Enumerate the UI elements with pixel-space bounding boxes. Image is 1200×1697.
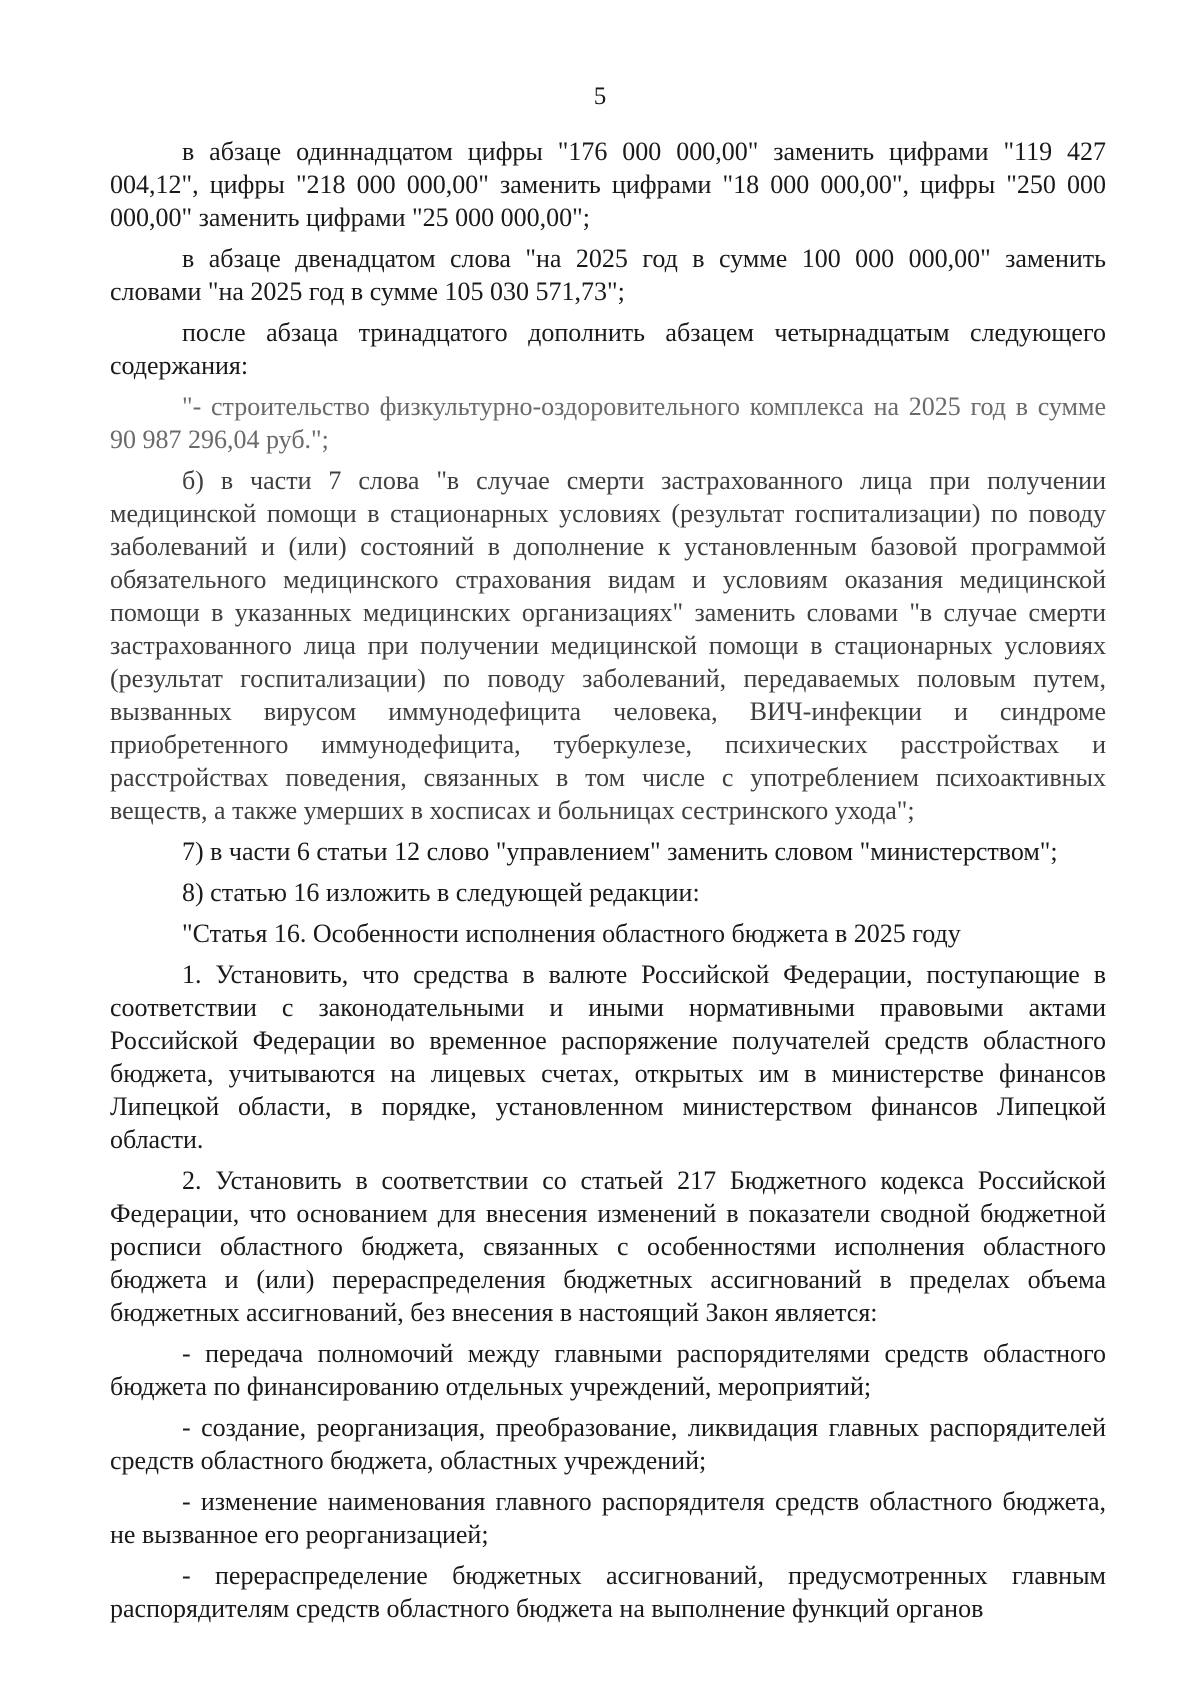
list-item-rename: - изменение наименования главного распорядителя средств областного бюджета, не вызванное его реорганизацией;	[110, 1487, 1106, 1549]
paragraph-abzac-14-intro: после абзаца тринадцатого дополнить абзацем четырнадцатым следующего содержания:	[110, 318, 1106, 380]
paragraph-abzac-11: в абзаце одиннадцатом цифры "176 000 000,00" заменить цифрами "119 427 004,12", цифры "218 000 000,00" заменить цифрами "18 000 000,00", цифры "250 000 000,00" заменить цифрами "25 000 000,00";	[110, 137, 1106, 232]
paragraph-article-16-title: "Статья 16. Особенности исполнения областного бюджета в 2025 году	[182, 919, 961, 948]
paragraph-article-16-point-1: 1. Установить, что средства в валюте Российской Федерации, поступающие в соответствии с законодательными и иными нормативными правовыми актами Российской Федерации во временное распоряжение получателей средств областного бюджета, учитываются на лицевых счетах, открытых им в министерстве финансов Липецкой области, в порядке, установленном министерством финансов Липецкой области.	[110, 960, 1106, 1154]
paragraph-article-16-point-2: 2. Установить в соответствии со статьей 217 Бюджетного кодекса Российской Федерации, что основанием для внесения изменений в показатели сводной бюджетной росписи областного бюджета, связанных с особенностями исполнения областного бюджета и (или) перераспределения бюджетных ассигнований в пределах объема бюджетных ассигнований, без внесения в настоящий Закон является:	[110, 1166, 1106, 1327]
page-number: 5	[593, 83, 607, 110]
document-body	[110, 135, 1106, 1633]
list-item-redistribution: - перераспределение бюджетных ассигнований, предусмотренных главным распорядителям средств областного бюджета на выполнение функций органов	[110, 1561, 1106, 1623]
list-item-reorganization: - создание, реорганизация, преобразование, ликвидация главных распорядителей средств областного бюджета, областных учреждений;	[110, 1413, 1106, 1475]
paragraph-abzac-12: в абзаце двенадцатом слова "на 2025 год в сумме 100 000 000,00" заменить словами "на 2025 год в сумме 105 030 571,73";	[110, 244, 1106, 306]
paragraph-item-8: 8) статью 16 изложить в следующей редакции:	[182, 878, 700, 907]
list-item-transfer: - передача полномочий между главными распорядителями средств областного бюджета по финансированию отдельных учреждений, мероприятий;	[110, 1339, 1106, 1401]
paragraph-item-7: 7) в части 6 статьи 12 слово "управлением" заменить словом "министерством";	[182, 837, 1058, 866]
paragraph-construction: "- строительство физкультурно-оздоровительного комплекса на 2025 год в сумме 90 987 296,04 руб.";	[110, 392, 1106, 454]
paragraph-part-7: б) в части 7 слова "в случае смерти застрахованного лица при получении медицинской помощи в стационарных условиях (результат госпитализации) по поводу заболеваний и (или) состояний в дополнение к установленным базовой программой обязательного медицинского страхования видам и условиям оказания медицинской помощи в указанных медицинских организациях" заменить словами "в случае смерти застрахованного лица при получении медицинской помощи в стационарных условиях (результат госпитализации) по поводу заболеваний, передаваемых половым путем, вызванных вирусом иммунодефицита человека, ВИЧ-инфекции и синдроме приобретенного иммунодефицита, туберкулезе, психических расстройствах и расстройствах поведения, связанных в том числе с употреблением психоактивных веществ, а также умерших в хосписах и больницах сестринского ухода";	[110, 466, 1106, 825]
